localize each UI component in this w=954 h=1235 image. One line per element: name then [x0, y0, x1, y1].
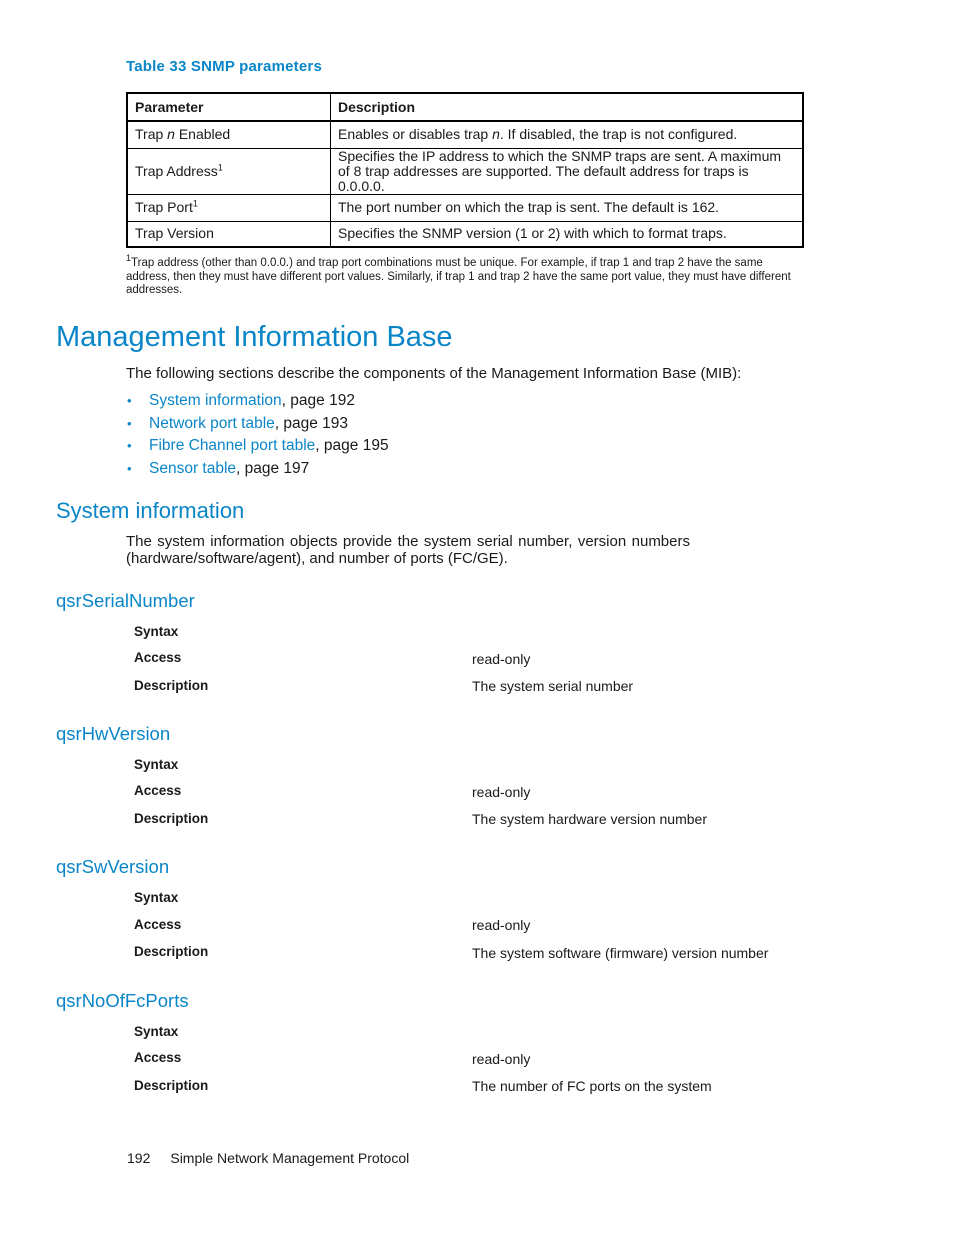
- mib-intro: The following sections describe the components of the Management Information Base (MIB):: [126, 365, 742, 382]
- description-label: Description: [134, 811, 209, 826]
- desc-cell: Specifies the SNMP version (1 or 2) with which to format traps.: [331, 221, 804, 247]
- link-sensor-table[interactable]: Sensor table: [149, 459, 237, 477]
- syntax-label: Syntax: [134, 624, 179, 639]
- syntax-label: Syntax: [134, 1024, 179, 1039]
- desc-cell: Enables or disables trap n. If disabled, the trap is not configured.: [331, 121, 804, 148]
- description-value: The number of FC ports on the system: [472, 1078, 712, 1094]
- table-caption: Table 33 SNMP parameters: [126, 58, 322, 75]
- chapter-title: Simple Network Management Protocol: [170, 1150, 410, 1166]
- description-value: The system software (firmware) version number: [472, 945, 769, 961]
- param-cell: Trap Version: [127, 221, 331, 247]
- system-information-description: The system information objects provide the system serial number, version numbers (hardware/software/agent), and number of ports (FC/GE).: [126, 533, 690, 567]
- bullet-icon: •: [127, 438, 132, 453]
- table-row: [127, 221, 803, 247]
- mib-heading: Management Information Base: [56, 321, 453, 353]
- table-header-row: [127, 93, 803, 121]
- syntax-label: Syntax: [134, 757, 179, 772]
- description-value: The system serial number: [472, 678, 634, 694]
- access-label: Access: [134, 783, 182, 798]
- access-value: read-only: [472, 917, 531, 933]
- description-value: The system hardware version number: [472, 811, 707, 827]
- list-item: • System information, page 192: [126, 390, 389, 413]
- link-network-port-table[interactable]: Network port table: [149, 414, 275, 432]
- system-information-heading: System information: [56, 498, 245, 523]
- param-cell: Trap n Enabled: [127, 121, 331, 148]
- description-label: Description: [134, 944, 209, 959]
- link-system-information[interactable]: System information: [149, 392, 282, 409]
- table-row: [127, 121, 803, 148]
- mib-section-list: [126, 390, 389, 480]
- bullet-icon: •: [127, 393, 132, 408]
- table-row: [127, 148, 803, 194]
- snmp-parameters-table: [126, 92, 804, 248]
- table-row: [127, 194, 803, 221]
- object-heading-no-of-fc-ports: qsrNoOfFcPorts: [56, 990, 189, 1011]
- footnote-ref: 1: [217, 161, 223, 172]
- list-item: • Sensor table, page 197: [126, 458, 389, 481]
- param-cell: Trap Address$^1$: [127, 148, 331, 194]
- object-heading-hw-version: qsrHwVersion: [56, 723, 171, 744]
- access-label: Access: [134, 917, 182, 932]
- bullet-icon: •: [127, 415, 132, 431]
- header-parameter: Parameter: [127, 93, 331, 121]
- desc-cell: Specifies the IP address to which the SNMP traps are sent. A maximum of 8 trap addresses are supported. The default address for traps is 0.0.0.0.: [331, 148, 804, 194]
- access-label: Access: [134, 650, 182, 665]
- object-heading-sw-version: qsrSwVersion: [56, 856, 170, 877]
- access-value: read-only: [472, 651, 531, 667]
- table-footnote: $^1$Trap address (other than 0.0.0.) and trap port combinations must be unique. For example, if trap 1 and trap 2 have the same address, then they must have different port values. Similarly, if trap 1 and trap 2 have the same port value, they must have different addresses.: [126, 253, 791, 296]
- bullet-icon: •: [127, 460, 132, 476]
- link-fibre-channel-port-table[interactable]: Fibre Channel port table: [149, 437, 316, 454]
- page-footer: [127, 1150, 409, 1166]
- description-label: Description: [134, 1078, 209, 1093]
- desc-cell: The port number on which the trap is sent. The default is 162.: [331, 194, 804, 221]
- object-heading-serial-number: qsrSerialNumber: [56, 590, 195, 611]
- param-cell: Trap Port$^1$: [127, 194, 331, 221]
- access-value: read-only: [472, 784, 531, 800]
- header-description: Description: [331, 93, 804, 121]
- access-value: read-only: [472, 1051, 531, 1067]
- footnote-ref: 1: [192, 198, 198, 209]
- page-number: 192: [127, 1150, 151, 1166]
- access-label: Access: [134, 1050, 182, 1065]
- list-item: • Network port table, page 193: [126, 413, 389, 436]
- syntax-label: Syntax: [134, 890, 179, 905]
- list-item: • Fibre Channel port table, page 195: [126, 435, 389, 458]
- description-label: Description: [134, 678, 209, 693]
- footnote-marker: 1: [126, 253, 132, 264]
